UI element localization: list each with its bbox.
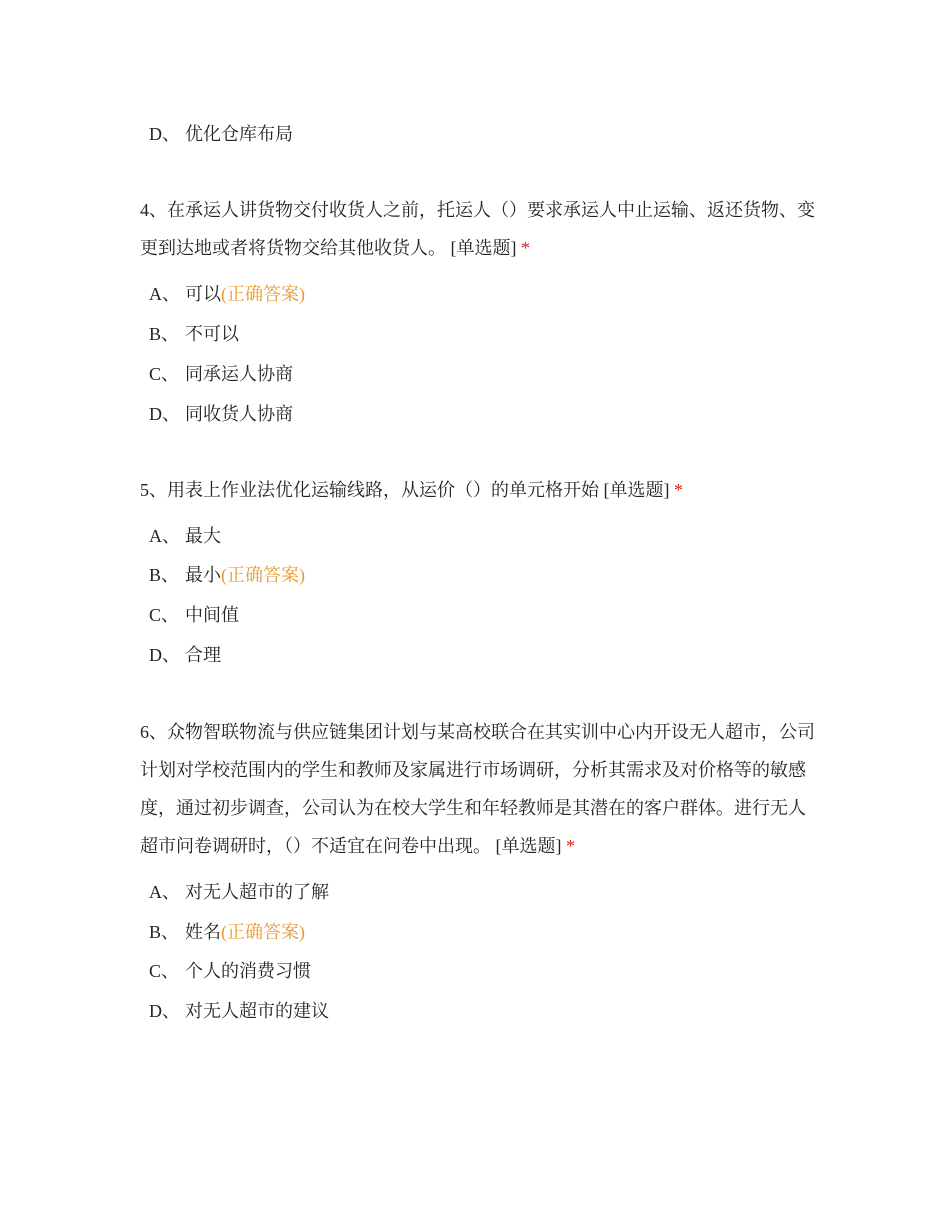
- option-text: 可以: [185, 284, 221, 304]
- question-5-option-a: [149, 524, 221, 548]
- option-letter: D、: [149, 124, 180, 144]
- option-letter: D、: [149, 1001, 180, 1021]
- question-6-option-a: [149, 880, 329, 904]
- question-6-option-b: [149, 920, 305, 944]
- question-6-option-c: [149, 959, 311, 983]
- required-mark: *: [521, 238, 530, 258]
- question-4-option-c: [149, 362, 293, 386]
- option-letter: C、: [149, 605, 180, 625]
- option-text: 中间值: [185, 605, 239, 625]
- option-prev-d: [149, 122, 293, 146]
- question-5-option-d: [149, 643, 221, 667]
- question-4-option-a: [149, 282, 305, 306]
- option-letter: D、: [149, 404, 180, 424]
- question-4-option-d: [149, 402, 293, 426]
- required-mark: *: [674, 480, 683, 500]
- option-letter: C、: [149, 961, 180, 981]
- option-letter: B、: [149, 324, 180, 344]
- option-text: 对无人超市的建议: [185, 1001, 329, 1021]
- option-text: 最小: [185, 565, 221, 585]
- question-text: 6、众物智联物流与供应链集团计划与某高校联合在其实训中心内开设无人超市，公司计划对学校范围内的学生和教师及家属进行市场调研，分析其需求及对价格等的敏感度，通过初步调查，公司认为在校大学生和年轻教师是其潜在的客户群体。进行无人超市问卷调研时，（）不适宜在问卷中出现。 [单选题]: [140, 722, 815, 856]
- correct-answer-label: (正确答案): [221, 565, 305, 585]
- option-text: 优化仓库布局: [185, 124, 293, 144]
- option-text: 最大: [185, 526, 221, 546]
- question-text: 4、在承运人讲货物交付收货人之前，托运人（）要求承运人中止运输、返还货物、变更到达地或者将货物交给其他收货人。 [单选题]: [140, 200, 815, 258]
- question-6-title: [140, 713, 820, 865]
- question-text: 5、用表上作业法优化运输线路，从运价（）的单元格开始 [单选题]: [140, 480, 670, 500]
- option-text: 合理: [185, 645, 221, 665]
- option-letter: C、: [149, 364, 180, 384]
- option-text: 姓名: [185, 922, 221, 942]
- option-letter: A、: [149, 284, 180, 304]
- correct-answer-label: (正确答案): [221, 922, 305, 942]
- option-letter: B、: [149, 565, 180, 585]
- option-text: 对无人超市的了解: [185, 882, 329, 902]
- option-text: 同承运人协商: [185, 364, 293, 384]
- option-text: 个人的消费习惯: [185, 961, 311, 981]
- required-mark: *: [566, 836, 575, 856]
- option-text: 同收货人协商: [185, 404, 293, 424]
- question-5-option-c: [149, 603, 239, 627]
- option-letter: D、: [149, 645, 180, 665]
- correct-answer-label: (正确答案): [221, 284, 305, 304]
- option-letter: B、: [149, 922, 180, 942]
- question-6-option-d: [149, 999, 329, 1023]
- question-4-title: [140, 191, 820, 267]
- question-4-option-b: [149, 322, 239, 346]
- option-text: 不可以: [185, 324, 239, 344]
- option-letter: A、: [149, 882, 180, 902]
- question-5-option-b: [149, 563, 305, 587]
- option-letter: A、: [149, 526, 180, 546]
- question-5-title: [140, 471, 820, 509]
